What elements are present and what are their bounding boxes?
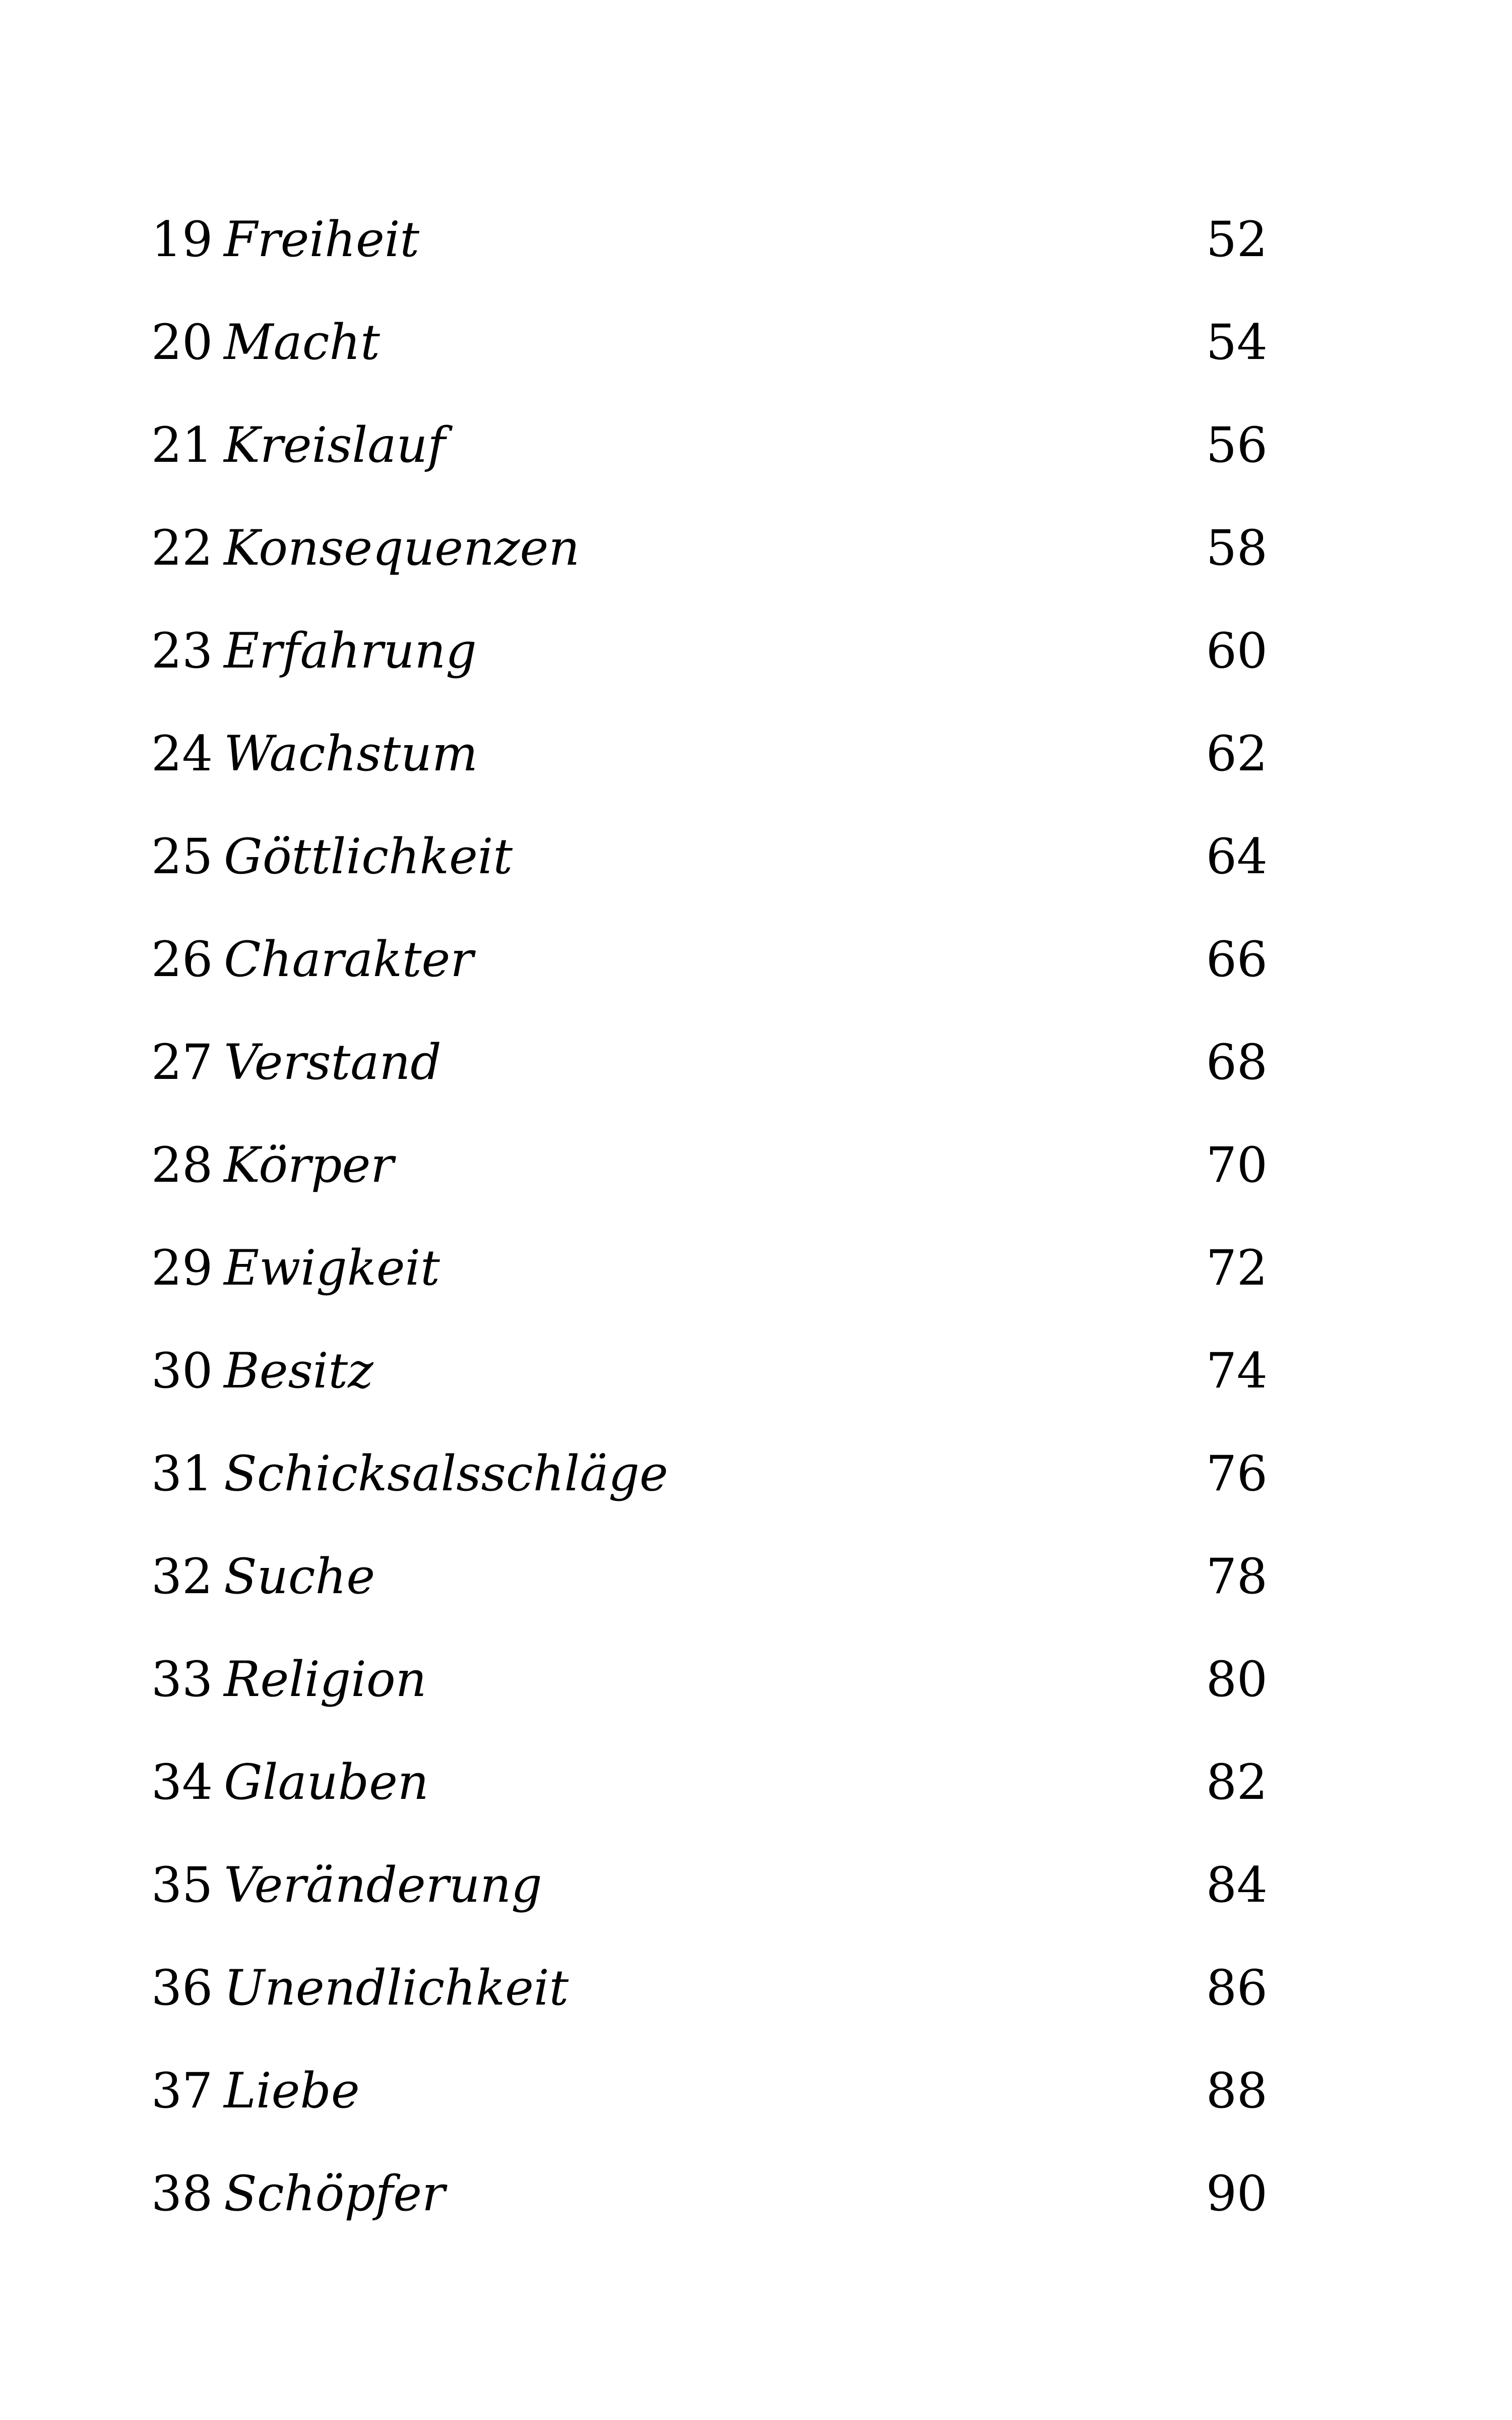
chapter-number: 28	[151, 1137, 213, 1193]
toc-entry	[151, 1343, 1268, 1446]
toc-entry	[151, 1446, 1268, 1549]
chapter-number: 21	[151, 417, 213, 473]
chapter-title: Ewigkeit	[224, 1240, 440, 1296]
page-number: 76	[1206, 1445, 1268, 1502]
toc-entry-title	[151, 417, 446, 473]
chapter-title: Erfahrung	[224, 623, 477, 679]
chapter-number: 19	[151, 211, 213, 268]
toc-entry	[151, 1960, 1268, 2063]
chapter-number: 30	[151, 1343, 213, 1399]
chapter-number: 20	[151, 314, 213, 371]
page-number: 54	[1206, 314, 1268, 371]
toc-entry	[151, 2063, 1268, 2166]
chapter-number: 37	[151, 2063, 213, 2119]
toc-entry-title	[151, 520, 580, 576]
chapter-number: 36	[151, 1960, 213, 2016]
toc-entry	[151, 932, 1268, 1035]
page-number: 62	[1206, 725, 1268, 782]
page-number: 88	[1206, 2063, 1268, 2119]
toc-entry-title	[151, 1857, 542, 1913]
toc-entry	[151, 1035, 1268, 1137]
toc-entry	[151, 1652, 1268, 1754]
toc-entry-title	[151, 623, 477, 679]
page-number: 70	[1206, 1137, 1268, 1193]
page-number: 58	[1206, 520, 1268, 576]
page-number: 82	[1206, 1754, 1268, 1810]
chapter-title: Besitz	[224, 1343, 373, 1399]
toc-entry	[151, 623, 1268, 726]
chapter-number: 34	[151, 1754, 213, 1810]
page-number: 66	[1206, 931, 1268, 988]
chapter-title: Freiheit	[224, 211, 420, 268]
chapter-title: Göttlichkeit	[224, 828, 513, 885]
toc-entry-title	[151, 932, 473, 987]
toc-entry-title	[151, 726, 478, 781]
chapter-title: Suche	[224, 1548, 375, 1605]
toc-entry-title	[151, 2166, 445, 2221]
chapter-title: Charakter	[224, 931, 474, 988]
toc-entry	[151, 1549, 1268, 1652]
chapter-number: 38	[151, 2165, 213, 2222]
page-number: 64	[1206, 828, 1268, 885]
page-number: 84	[1206, 1857, 1268, 1913]
toc-entry	[151, 1857, 1268, 1960]
page-number: 80	[1206, 1651, 1268, 1708]
chapter-number: 29	[151, 1240, 213, 1296]
toc-entry	[151, 1240, 1268, 1343]
toc-entry	[151, 2166, 1268, 2269]
chapter-title: Macht	[224, 314, 380, 371]
toc-entry-title	[151, 1240, 440, 1296]
chapter-title: Glauben	[224, 1754, 429, 1810]
page-number: 78	[1206, 1548, 1268, 1605]
toc-entry-title	[151, 1343, 373, 1399]
toc-entry	[151, 1137, 1268, 1240]
page-number: 74	[1206, 1343, 1268, 1399]
toc-entry-title	[151, 1446, 668, 1501]
toc-entry	[151, 212, 1268, 315]
chapter-title: Religion	[224, 1651, 427, 1708]
chapter-title: Veränderung	[224, 1857, 542, 1913]
toc-entry-title	[151, 1137, 394, 1193]
chapter-title: Liebe	[224, 2063, 360, 2119]
chapter-number: 25	[151, 828, 213, 885]
toc-entry	[151, 726, 1268, 829]
chapter-number: 35	[151, 1857, 213, 1913]
toc-entry-title	[151, 212, 419, 267]
chapter-title: Schöpfer	[224, 2165, 445, 2222]
chapter-number: 26	[151, 931, 213, 988]
page-number: 72	[1206, 1240, 1268, 1296]
toc-entry	[151, 417, 1268, 520]
chapter-number: 23	[151, 623, 213, 679]
chapter-number: 24	[151, 725, 213, 782]
page-number: 56	[1206, 417, 1268, 473]
table-of-contents	[151, 212, 1268, 2269]
toc-entry-title	[151, 1754, 429, 1810]
page-number: 60	[1206, 623, 1268, 679]
page-number: 52	[1206, 211, 1268, 268]
chapter-number: 31	[151, 1445, 213, 1502]
chapter-title: Unendlichkeit	[224, 1960, 569, 2016]
toc-entry-title	[151, 315, 380, 370]
toc-entry	[151, 315, 1268, 417]
chapter-number: 33	[151, 1651, 213, 1708]
page-number: 68	[1206, 1034, 1268, 1091]
chapter-title: Körper	[224, 1137, 394, 1193]
toc-entry-title	[151, 1652, 426, 1707]
toc-entry-title	[151, 829, 513, 884]
chapter-title: Schicksalsschläge	[224, 1445, 668, 1502]
toc-entry-title	[151, 1960, 569, 2016]
toc-entry	[151, 829, 1268, 932]
chapter-title: Kreislauf	[224, 417, 446, 473]
toc-entry	[151, 520, 1268, 623]
chapter-number: 32	[151, 1548, 213, 1605]
page-number: 86	[1206, 1960, 1268, 2016]
page-number: 90	[1206, 2165, 1268, 2222]
toc-entry	[151, 1754, 1268, 1857]
chapter-title: Konsequenzen	[224, 520, 580, 576]
chapter-number: 22	[151, 520, 213, 576]
toc-entry-title	[151, 1549, 375, 1604]
chapter-title: Verstand	[224, 1034, 442, 1091]
chapter-title: Wachstum	[224, 725, 478, 782]
toc-entry-title	[151, 2063, 360, 2119]
chapter-number: 27	[151, 1034, 213, 1091]
toc-entry-title	[151, 1035, 442, 1090]
